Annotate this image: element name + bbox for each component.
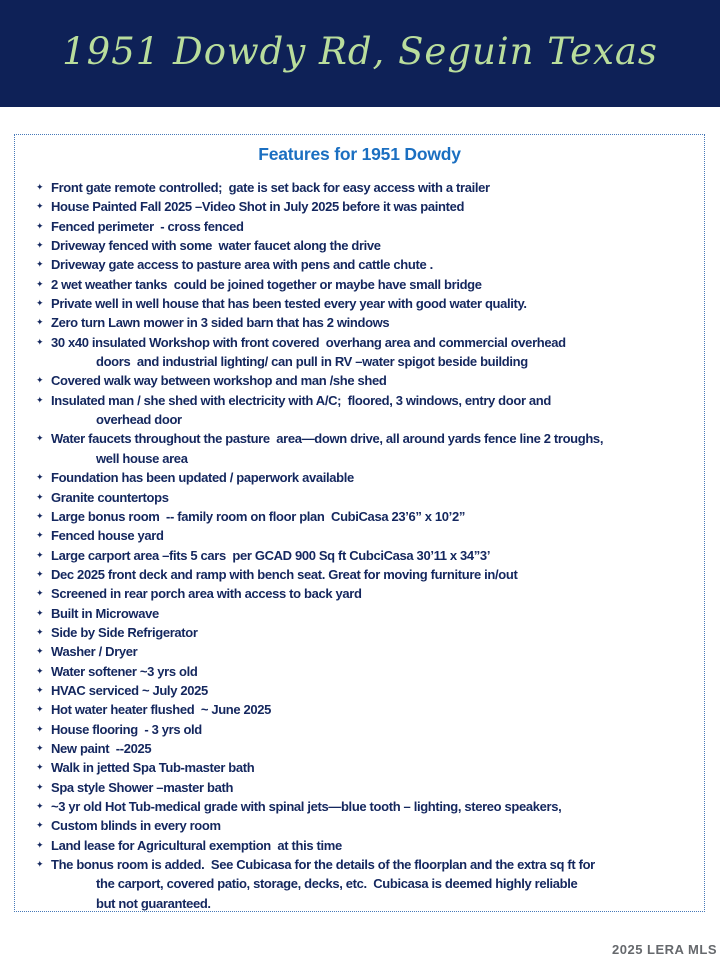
feature-text: Walk in jetted Spa Tub-master bath <box>51 760 255 776</box>
feature-item <box>36 836 700 855</box>
feature-text: Large carport area –fits 5 cars per GCAD 900 Sq ft CubciCasa 30’11 x 34”3’ <box>51 547 491 563</box>
feature-text: the carport, covered patio, storage, decks, etc. Cubicasa is deemed highly reliable <box>96 876 578 892</box>
feature-item <box>36 584 700 603</box>
feature-item <box>36 313 700 332</box>
feature-item <box>36 778 700 797</box>
diamond-bullet-icon: ✦ <box>36 491 44 502</box>
feature-item <box>36 855 700 874</box>
diamond-bullet-icon: ✦ <box>36 588 44 599</box>
feature-text: Screened in rear porch area with access to back yard <box>51 586 362 602</box>
diamond-bullet-icon: ✦ <box>36 336 44 347</box>
feature-text: Spa style Shower –master bath <box>51 779 234 795</box>
feature-text: Dec 2025 front deck and ramp with bench seat. Great for moving furniture in/out <box>51 566 518 582</box>
feature-item <box>36 275 700 294</box>
feature-text: Large bonus room -- family room on floor plan CubiCasa 23’6” x 10’2” <box>51 508 465 524</box>
feature-text: Water softener ~3 yrs old <box>51 663 198 679</box>
diamond-bullet-icon: ✦ <box>36 394 44 405</box>
feature-text: Zero turn Lawn mower in 3 sided barn that has 2 windows <box>51 315 390 331</box>
feature-text: The bonus room is added. See Cubicasa for the details of the floorplan and the extra sq ft for <box>51 857 595 873</box>
diamond-bullet-icon: ✦ <box>36 472 44 483</box>
feature-item <box>36 197 700 216</box>
feature-text: Granite countertops <box>51 489 169 505</box>
diamond-bullet-icon: ✦ <box>36 568 44 579</box>
feature-text: Custom blinds in every room <box>51 818 221 834</box>
feature-item <box>36 700 700 719</box>
mls-watermark: 2025 LERA MLS <box>612 942 717 957</box>
feature-text: Fenced house yard <box>51 528 164 544</box>
feature-text: doors and industrial lighting/ can pull in RV –water spigot beside building <box>96 354 528 370</box>
feature-text: overhead door <box>96 412 182 428</box>
diamond-bullet-icon: ✦ <box>36 723 44 734</box>
diamond-bullet-icon: ✦ <box>36 781 44 792</box>
feature-item <box>36 642 700 661</box>
diamond-bullet-icon: ✦ <box>36 510 44 521</box>
diamond-bullet-icon: ✦ <box>36 801 44 811</box>
feature-text: House Painted Fall 2025 –Video Shot in July 2025 before it was painted <box>51 199 465 215</box>
feature-text: well house area <box>96 450 188 466</box>
feature-text: Foundation has been updated / paperwork available <box>51 470 354 486</box>
feature-item <box>36 758 700 777</box>
feature-item <box>36 507 700 526</box>
feature-item <box>36 526 700 545</box>
feature-text: 2 wet weather tanks could be joined together or maybe have small bridge <box>51 276 482 292</box>
diamond-bullet-icon: ✦ <box>36 607 44 618</box>
diamond-bullet-icon: ✦ <box>36 859 44 870</box>
feature-item <box>36 488 700 507</box>
diamond-bullet-icon: ✦ <box>36 704 44 715</box>
property-address-title: 1951 Dowdy Rd, Seguin Texas <box>62 30 658 73</box>
feature-item <box>36 797 700 816</box>
diamond-bullet-icon: ✦ <box>36 762 44 773</box>
feature-text: Hot water heater flushed ~ June 2025 <box>51 702 272 718</box>
diamond-bullet-icon: ✦ <box>36 646 44 657</box>
diamond-bullet-icon: ✦ <box>36 182 44 192</box>
feature-item <box>36 294 700 313</box>
feature-item <box>36 739 700 758</box>
feature-text: Front gate remote controlled; gate is set back for easy access with a trailer <box>51 180 490 195</box>
feature-item-continuation <box>36 352 700 371</box>
features-heading: Features for 1951 Dowdy <box>258 144 461 164</box>
feature-text: Driveway fenced with some water faucet along the drive <box>51 238 381 254</box>
feature-item <box>36 720 700 739</box>
feature-text: House flooring - 3 yrs old <box>51 721 202 737</box>
diamond-bullet-icon: ✦ <box>36 240 44 251</box>
feature-text: Private well in well house that has been tested every year with good water quality. <box>51 296 527 312</box>
diamond-bullet-icon: ✦ <box>36 742 44 753</box>
feature-text: Covered walk way between workshop and man /she shed <box>51 373 387 389</box>
feature-text: New paint --2025 <box>51 740 152 756</box>
feature-item <box>36 546 700 565</box>
feature-item <box>36 816 700 835</box>
feature-item-continuation <box>36 449 700 468</box>
feature-item <box>36 429 700 448</box>
feature-item <box>36 565 700 584</box>
feature-item <box>36 178 700 197</box>
feature-item <box>36 623 700 642</box>
diamond-bullet-icon: ✦ <box>36 317 44 328</box>
diamond-bullet-icon: ✦ <box>36 665 44 676</box>
feature-text: Fenced perimeter - cross fenced <box>51 218 244 234</box>
diamond-bullet-icon: ✦ <box>36 298 44 309</box>
feature-item <box>36 371 700 390</box>
diamond-bullet-icon: ✦ <box>36 626 44 637</box>
feature-item <box>36 255 700 274</box>
feature-text: ~3 yr old Hot Tub-medical grade with spinal jets—blue tooth – lighting, stereo speakers, <box>51 799 562 814</box>
diamond-bullet-icon: ✦ <box>36 530 44 541</box>
diamond-bullet-icon: ✦ <box>36 375 44 386</box>
feature-item <box>36 468 700 487</box>
feature-text: Washer / Dryer <box>51 644 138 660</box>
feature-text: Side by Side Refrigerator <box>51 624 198 640</box>
feature-item <box>36 681 700 700</box>
feature-item <box>36 391 700 410</box>
feature-text: Driveway gate access to pasture area with pens and cattle chute . <box>51 257 433 273</box>
page-header <box>0 0 720 107</box>
feature-text: Water faucets throughout the pasture area—down drive, all around yards fence line 2 troughs, <box>51 431 604 447</box>
feature-item <box>36 333 700 352</box>
diamond-bullet-icon: ✦ <box>36 549 44 560</box>
feature-item-continuation <box>36 894 700 912</box>
diamond-bullet-icon: ✦ <box>36 201 44 212</box>
feature-text: Insulated man / she shed with electricity with A/C; floored, 3 windows, entry door and <box>51 392 551 408</box>
diamond-bullet-icon: ✦ <box>36 259 44 270</box>
feature-text: but not guaranteed. <box>96 895 211 911</box>
feature-item-continuation <box>36 410 700 429</box>
feature-item <box>36 662 700 681</box>
feature-item <box>36 236 700 255</box>
features-list <box>15 178 704 912</box>
feature-item <box>36 217 700 236</box>
feature-text: HVAC serviced ~ July 2025 <box>51 682 208 698</box>
diamond-bullet-icon: ✦ <box>36 684 44 695</box>
feature-item-continuation <box>36 874 700 893</box>
diamond-bullet-icon: ✦ <box>36 820 44 831</box>
diamond-bullet-icon: ✦ <box>36 433 44 444</box>
diamond-bullet-icon: ✦ <box>36 278 44 289</box>
feature-text: Land lease for Agricultural exemption at this time <box>51 837 342 853</box>
feature-text: Built in Microwave <box>51 605 159 621</box>
feature-item <box>36 604 700 623</box>
diamond-bullet-icon: ✦ <box>36 839 44 850</box>
features-box <box>14 134 705 912</box>
feature-text: 30 x40 insulated Workshop with front covered overhang area and commercial overhead <box>51 334 566 350</box>
diamond-bullet-icon: ✦ <box>36 220 44 231</box>
